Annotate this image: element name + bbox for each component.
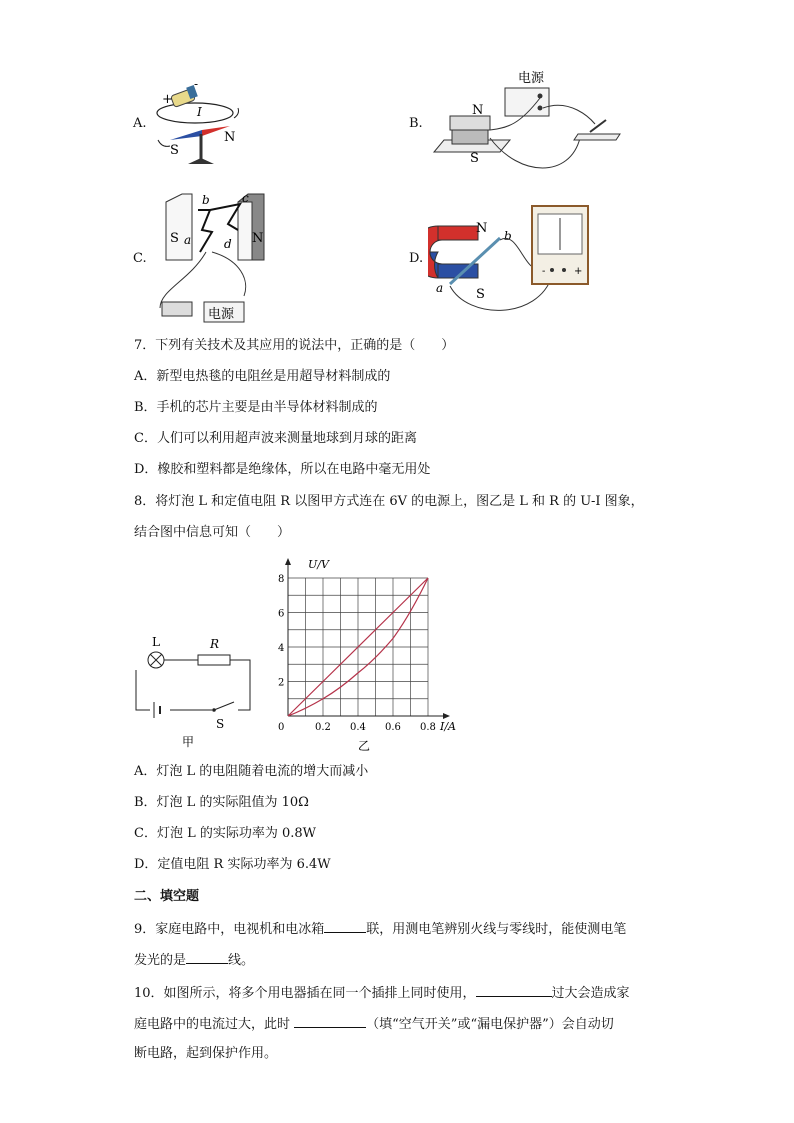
q7-option-a: A．新型电热毯的电阻丝是用超导材料制成的 xyxy=(134,369,391,384)
y-axis-label: U/V xyxy=(308,558,329,571)
y-tick-label: 8 xyxy=(278,574,285,585)
graph-caption: 乙 xyxy=(358,739,371,752)
minus-sign: - xyxy=(194,78,199,91)
resistor-label: R xyxy=(210,637,220,651)
u-i-graph xyxy=(278,556,468,752)
lamp-label: L xyxy=(152,635,160,649)
y-tick-label: 4 xyxy=(278,643,285,654)
south-label: S xyxy=(476,287,485,302)
figure-a-compass-wire xyxy=(150,78,250,170)
x-tick-label: 0.8 xyxy=(420,722,436,733)
q8-stem-line1: 8．将灯泡 L 和定值电阻 R 以图甲方式连在 6V 的电源上，图乙是 L 和 R 的 U-I 图象， xyxy=(134,494,644,509)
north-label: N xyxy=(476,221,488,236)
power-label: 电源 xyxy=(518,71,545,86)
y-tick-label: 6 xyxy=(278,608,285,620)
q8-stem-line2: 结合图中信息可知（ ） xyxy=(134,525,291,540)
q10-part4: （填“空气开关”或“漏电保护器”）会自动切 xyxy=(366,1017,614,1032)
q10-part2: 过大会造成家 xyxy=(551,986,630,1001)
q7-option-c: C．人们可以利用超声波来测量地球到月球的距离 xyxy=(134,431,417,446)
figure-c-coil-magnet xyxy=(150,190,280,326)
q10-line1 xyxy=(134,984,630,1002)
meter-minus: - xyxy=(542,266,546,277)
q9-blank-1[interactable] xyxy=(324,920,366,933)
south-label: S xyxy=(170,231,179,246)
x-tick-label: 0.4 xyxy=(350,722,366,733)
current-label: I xyxy=(197,105,202,119)
q9-blank-2[interactable] xyxy=(186,951,228,964)
circuit-diagram xyxy=(130,630,260,750)
point-a: a xyxy=(436,281,444,295)
point-a: a xyxy=(184,233,192,247)
q8-option-c: C．灯泡 L 的实际功率为 0.8W xyxy=(134,826,317,841)
north-label: N xyxy=(252,231,264,246)
figure-d-magnet-galvanometer xyxy=(428,200,598,318)
origin-label: 0 xyxy=(278,722,285,733)
x-tick-label: 0.2 xyxy=(315,722,331,733)
q9-part3: 发光的是 xyxy=(134,953,187,968)
x-tick-label: 0.6 xyxy=(385,722,401,733)
option-c-label: C. xyxy=(133,251,147,266)
point-b: b xyxy=(202,193,210,207)
q10-blank-1[interactable] xyxy=(476,984,552,997)
q7-stem: 7．下列有关技术及其应用的说法中，正确的是（ ） xyxy=(134,338,455,353)
south-label: S xyxy=(470,151,479,166)
q7-option-d: D．橡胶和塑料都是绝缘体，所以在电路中毫无用处 xyxy=(134,462,431,477)
figure-b-motor-circuit xyxy=(430,68,630,178)
circuit-caption: 甲 xyxy=(182,735,195,749)
q8-option-d: D．定值电阻 R 实际功率为 6.4W xyxy=(134,857,331,872)
q9-line2 xyxy=(134,951,254,969)
y-axis-arrow xyxy=(285,558,291,565)
q8-option-a: A．灯泡 L 的电阻随着电流的增大而减小 xyxy=(134,764,369,779)
q9-part1: 9．家庭电路中，电视机和电冰箱 xyxy=(134,922,325,937)
x-axis-arrow xyxy=(443,713,450,719)
north-label: N xyxy=(472,103,484,118)
q9-line1 xyxy=(134,920,626,938)
option-b-label: B. xyxy=(409,116,423,131)
q9-part2: 联，用测电笔辨别火线与零线时，能使测电笔 xyxy=(366,922,627,937)
north-label: N xyxy=(224,130,236,145)
south-label: S xyxy=(170,143,179,158)
q8-option-b: B．灯泡 L 的实际阻值为 10Ω xyxy=(134,795,309,810)
graph-labels xyxy=(278,558,456,752)
x-axis-label: I/A xyxy=(440,720,456,733)
q10-line3: 断电路，起到保护作用。 xyxy=(134,1046,278,1061)
y-tick-label: 2 xyxy=(278,677,285,689)
option-a-label: A. xyxy=(133,116,147,131)
q10-part3: 庭电路中的电流过大，此时 xyxy=(134,1017,291,1032)
switch-label: S xyxy=(216,717,225,731)
section-title: 二、填空题 xyxy=(134,889,200,904)
meter-plus: + xyxy=(574,266,583,277)
power-label: 电源 xyxy=(208,307,235,322)
point-d: d xyxy=(224,237,232,251)
q9-part4: 线。 xyxy=(228,953,255,968)
q7-option-b: B．手机的芯片主要是由半导体材料制成的 xyxy=(134,400,378,415)
point-c: c xyxy=(242,191,249,205)
option-d-label: D. xyxy=(409,251,424,266)
q10-blank-2[interactable] xyxy=(294,1015,366,1028)
q10-line2 xyxy=(134,1015,614,1033)
point-b: b xyxy=(504,229,512,243)
q10-part1: 10．如图所示，将多个用电器插在同一个插排上同时使用， xyxy=(134,986,476,1001)
plus-sign: + xyxy=(162,92,173,107)
